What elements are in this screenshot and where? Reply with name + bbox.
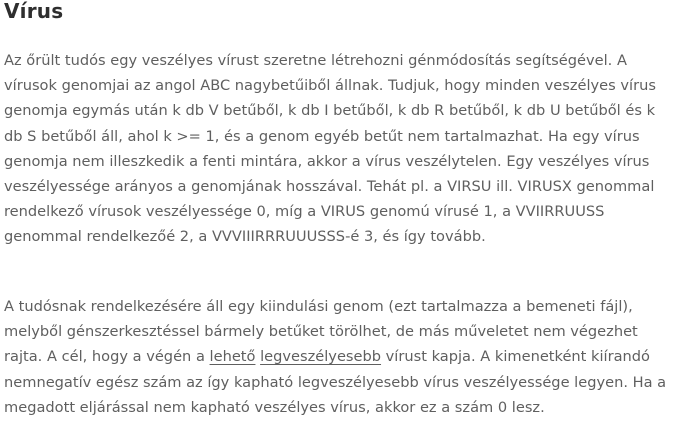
- paragraph-line: rendelkező vírusok veszélyessége 0, míg a VIRUS genomú vírusé 1, a VVIIRRUUSS: [4, 203, 605, 221]
- paragraph-line: db S betűből áll, ahol k >= 1, és a genom egyéb betűt nem tartalmazhat. Ha egy vírus: [4, 127, 640, 145]
- text-run: rajta. A cél, hogy a végén a: [4, 348, 210, 366]
- paragraph-line: genomja nem illeszkedik a fenti mintára, akkor a vírus veszélytelen. Egy veszélyes vírus: [4, 152, 650, 170]
- paragraph-2: [4, 294, 685, 420]
- paragraph-line: melyből génszerkesztéssel bármely betűket törölhet, de más műveletet nem végezhet: [4, 323, 638, 341]
- underlined-term-lehető: lehető: [209, 348, 256, 366]
- paragraph-line: nemnegatív egész szám az így kapható legveszélyesebb vírus veszélyessége legyen. Ha a: [4, 373, 667, 391]
- page-title: Vírus: [4, 0, 64, 23]
- paragraph-line: A tudósnak rendelkezésére áll egy kiindulási genom (ezt tartalmazza a bemeneti fájl),: [4, 298, 633, 315]
- underlined-term-legveszelyesebb: legveszélyesebb: [260, 348, 382, 366]
- paragraph-line: genommal rendelkezőé 2, a VVVIIIRRRUUUSSS-é 3, és így tovább.: [4, 228, 486, 246]
- paragraph-line: [4, 344, 685, 369]
- paragraph-line: veszélyessége arányos a genomjának hosszával. Tehát pl. a VIRSU ill. VIRUSX genommal: [4, 177, 655, 195]
- paragraph-1: [4, 48, 685, 250]
- paragraph-line: megadott eljárással nem kapható veszélyes vírus, akkor ez a szám 0 lesz.: [4, 398, 545, 416]
- text-run: vírust kapja. A kimenetként kiírandó: [381, 348, 650, 366]
- paragraph-line: vírusok genomjai az angol ABC nagybetűiből állnak. Tudjuk, hogy minden veszélyes vírus: [4, 77, 656, 95]
- paragraph-line: genomja egymás után k db V betűből, k db I betűből, k db R betűből, k db U betűből és k: [4, 102, 656, 120]
- paragraph-line: Az őrült tudós egy veszélyes vírust szeretne létrehozni génmódosítás segítségével. A: [4, 52, 627, 69]
